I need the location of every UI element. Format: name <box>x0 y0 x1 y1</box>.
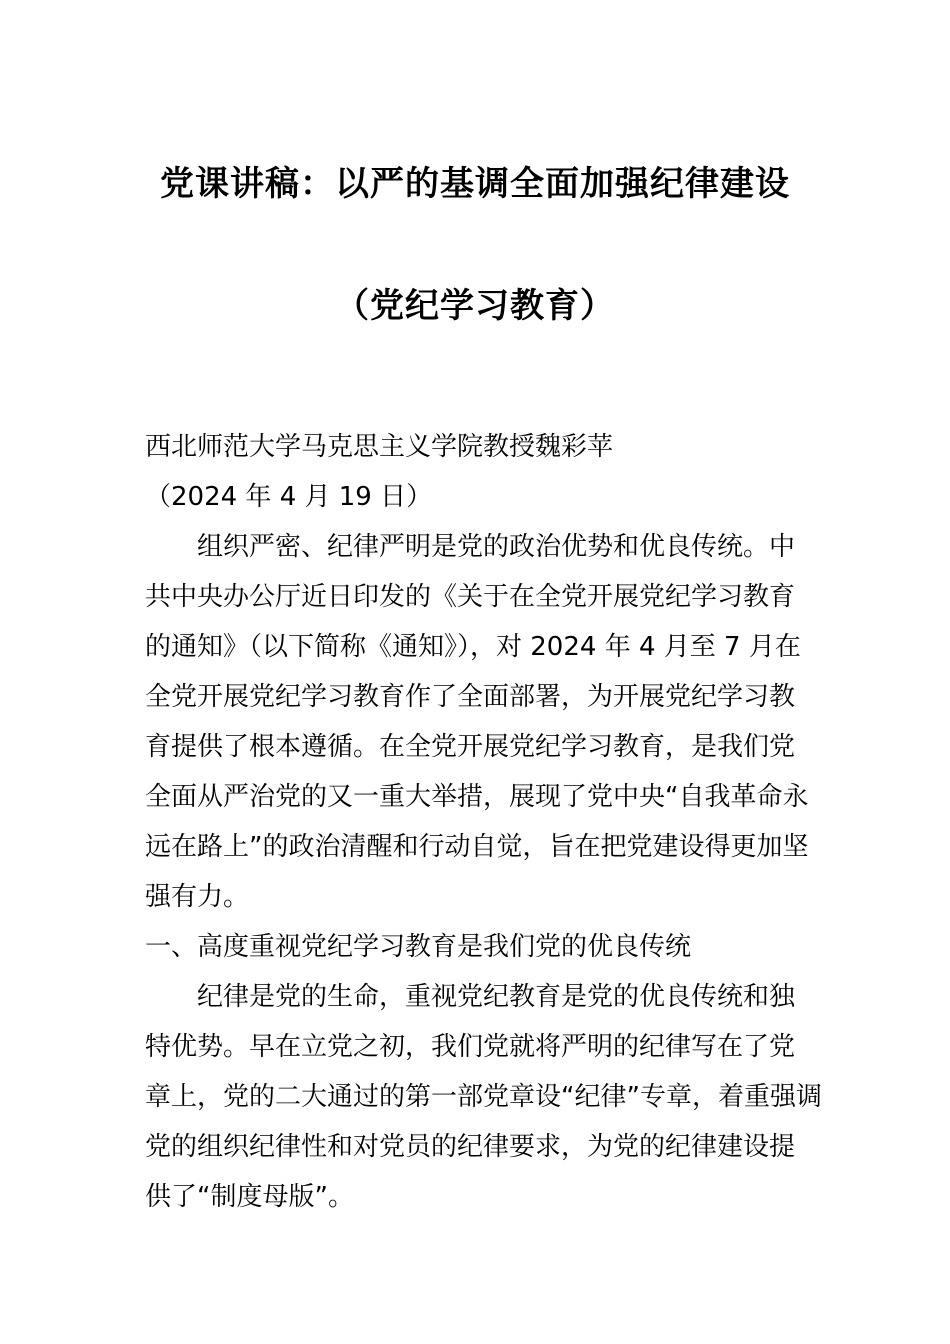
paragraph-1-line: 强有力。 <box>145 882 250 912</box>
paragraph-1-line: 全党开展党纪学习教育作了全面部署，为开展党纪学习教 <box>145 682 796 712</box>
document-subtitle: （党纪学习教育） <box>335 286 615 326</box>
paragraph-2-line: 供了“制度母版”。 <box>145 1182 354 1212</box>
section-heading: 一、高度重视党纪学习教育是我们党的优良传统 <box>145 932 692 962</box>
document-title: 党课讲稿：以严的基调全面加强纪律建设 <box>160 164 790 204</box>
paragraph-2-line: 章上，党的二大通过的第一部党章设“纪律”专章，着重强调 <box>145 1082 822 1112</box>
author-line: 西北师范大学马克思主义学院教授魏彩苹 <box>145 432 614 462</box>
paragraph-1-line: 育提供了根本遵循。在全党开展党纪学习教育，是我们党 <box>145 732 796 762</box>
paragraph-1-line: 组织严密、纪律严明是党的政治优势和优良传统。中 <box>197 532 796 562</box>
paragraph-1-line: 远在路上”的政治清醒和行动自觉，旨在把党建设得更加坚 <box>145 832 809 862</box>
document-body <box>145 422 822 1222</box>
paragraph-2-line: 特优势。早在立党之初，我们党就将严明的纪律写在了党 <box>145 1032 796 1062</box>
paragraph-1-line: 全面从严治党的又一重大举措，展现了党中央“自我革命永 <box>145 782 809 812</box>
paragraph-2-line: 党的组织纪律性和对党员的纪律要求，为党的纪律建设提 <box>145 1132 796 1162</box>
date-line: （2024 年 4 月 19 日） <box>145 482 433 512</box>
paragraph-1-line: 的通知》（以下简称《通知》），对 2024 年 4 月至 7 月在 <box>145 632 801 662</box>
paragraph-1-line: 共中央办公厅近日印发的《关于在全党开展党纪学习教育 <box>145 582 796 612</box>
paragraph-2-line: 纪律是党的生命，重视党纪教育是党的优良传统和独 <box>197 982 796 1012</box>
